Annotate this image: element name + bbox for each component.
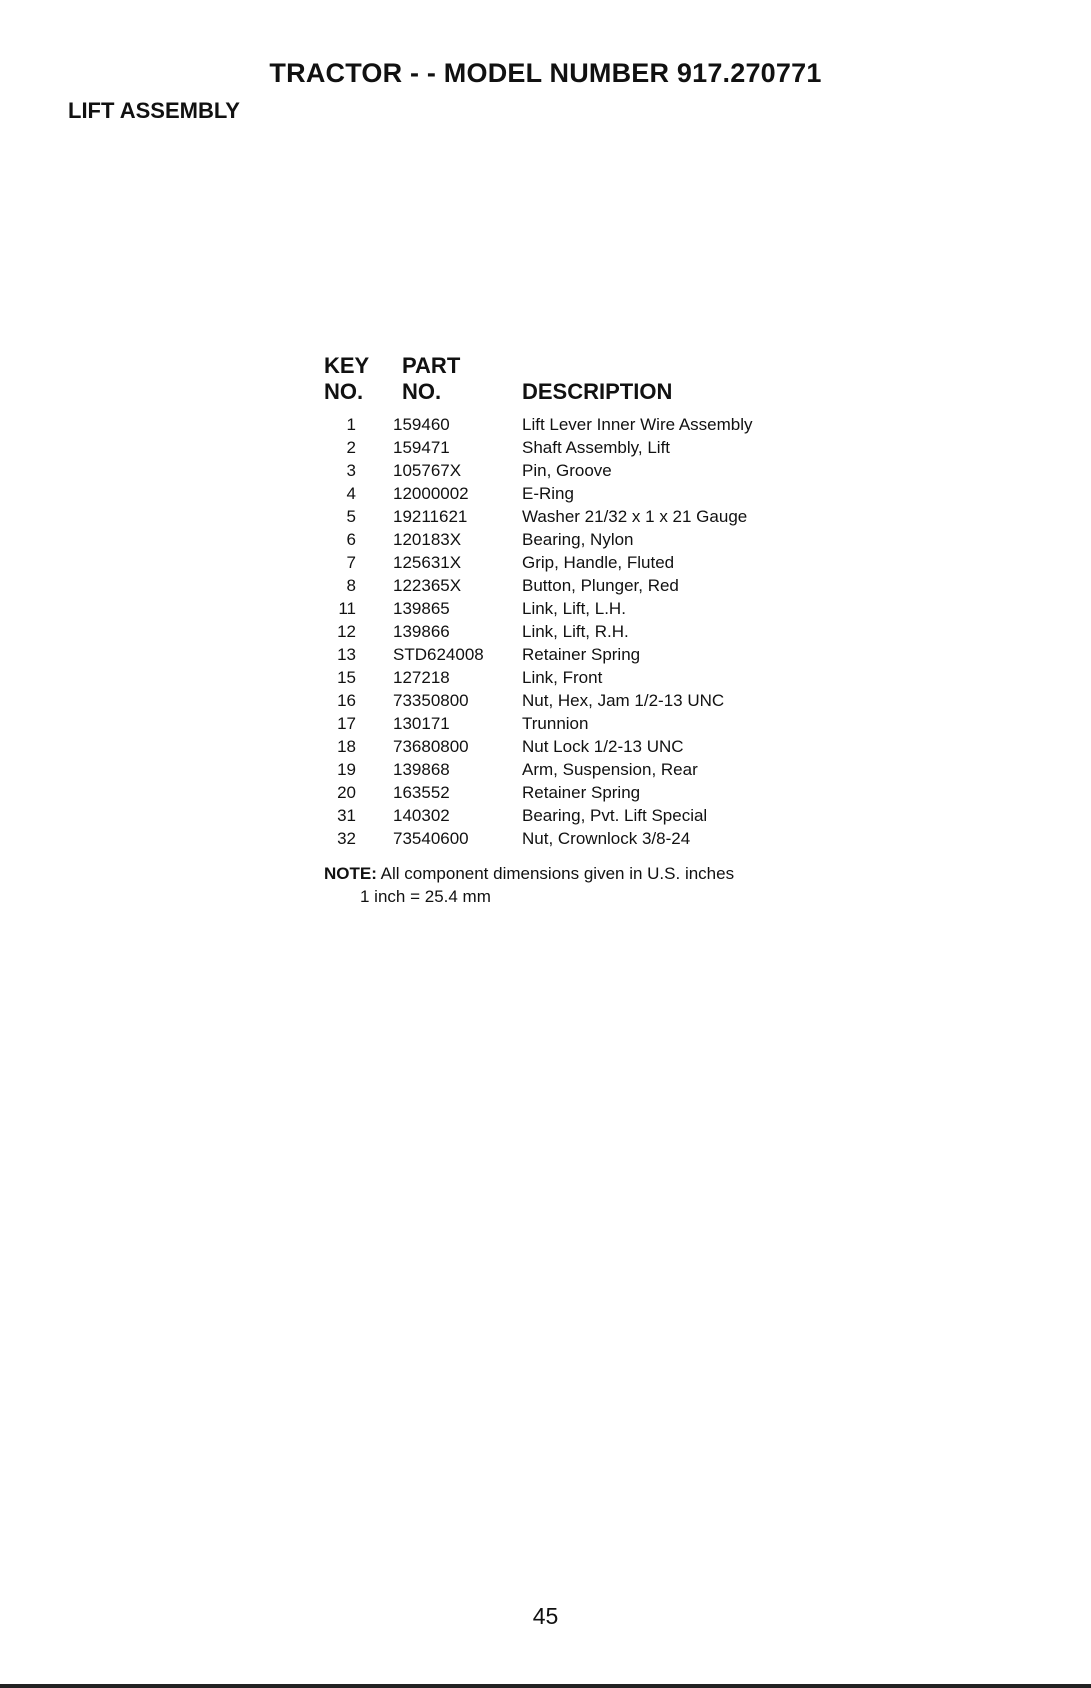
table-row [322,712,802,735]
key-no-cell: 7 [346,553,356,572]
table-row [322,643,802,666]
table-row [322,436,802,459]
parts-list [322,353,802,850]
table-row [322,482,802,505]
description-cell: Trunnion [522,714,589,733]
key-no-cell: 11 [338,599,356,618]
part-no-header-line1: PART [402,353,461,378]
part-no-cell: STD624008 [393,645,484,664]
section-title: LIFT ASSEMBLY [68,98,240,123]
part-no-cell: 130171 [393,714,450,733]
description-cell: Retainer Spring [522,645,641,664]
parts-list-rows [322,413,802,850]
table-row [322,528,802,551]
part-no-cell: 139865 [393,599,450,618]
key-no-cell: 16 [337,691,356,710]
key-no-cell: 2 [346,438,356,457]
part-no-cell: 140302 [393,806,450,825]
part-no-cell: 73540600 [393,829,469,848]
part-no-cell: 163552 [393,783,450,802]
key-no-cell: 4 [346,484,356,503]
description-cell: Link, Lift, R.H. [522,622,629,641]
key-no-header-line2: NO. [324,379,364,404]
part-no-cell: 120183X [393,530,462,549]
table-row [322,551,802,574]
table-row [322,781,802,804]
description-cell: Bearing, Nylon [522,530,634,549]
key-no-cell: 19 [337,760,356,779]
bottom-rule [0,1684,1091,1688]
description-cell: E-Ring [522,484,574,503]
key-no-cell: 5 [346,507,356,526]
part-no-cell: 12000002 [393,484,469,503]
description-cell: Button, Plunger, Red [522,576,679,595]
table-row [322,758,802,781]
part-no-cell: 105767X [393,461,462,480]
key-no-cell: 8 [346,576,356,595]
table-row [322,459,802,482]
description-cell: Arm, Suspension, Rear [522,760,698,779]
parts-list-header [322,353,802,405]
table-row [322,735,802,758]
description-header: DESCRIPTION [522,379,673,404]
table-row [322,804,802,827]
note-text: All component dimensions given in U.S. inches [376,864,735,883]
key-no-cell: 6 [346,530,356,549]
description-cell: Nut, Hex, Jam 1/2-13 UNC [522,691,725,710]
table-row [322,827,802,850]
part-no-cell: 73680800 [393,737,469,756]
part-no-cell: 139866 [393,622,450,641]
part-no-cell: 122365X [393,576,462,595]
description-cell: Lift Lever Inner Wire Assembly [522,415,753,434]
part-no-cell: 73350800 [393,691,469,710]
part-no-cell: 125631X [393,553,462,572]
part-no-cell: 159471 [393,438,450,457]
description-cell: Washer 21/32 x 1 x 21 Gauge [522,507,748,526]
table-row [322,689,802,712]
part-no-cell: 19211621 [393,507,468,526]
description-cell: Grip, Handle, Fluted [522,553,675,572]
note [324,862,734,908]
key-no-cell: 32 [337,829,356,848]
key-no-cell: 13 [337,645,356,664]
table-row [322,666,802,689]
table-row [322,574,802,597]
description-cell: Shaft Assembly, Lift [522,438,671,457]
table-row [322,597,802,620]
table-row [322,505,802,528]
part-no-cell: 127218 [393,668,450,687]
key-no-cell: 12 [337,622,356,641]
key-no-cell: 17 [337,714,356,733]
description-cell: Nut Lock 1/2-13 UNC [522,737,684,756]
key-no-cell: 20 [337,783,356,802]
part-no-header-line2: NO. [402,379,442,404]
description-cell: Bearing, Pvt. Lift Special [522,806,708,825]
key-no-cell: 3 [346,461,356,480]
unit-conversion: 1 inch = 25.4 mm [360,887,491,906]
description-cell: Pin, Groove [522,461,612,480]
page-title: TRACTOR - - MODEL NUMBER 917.270771 [269,58,822,88]
table-row [322,413,802,436]
table-row [322,620,802,643]
key-no-header-line1: KEY [324,353,370,378]
description-cell: Nut, Crownlock 3/8-24 [522,829,691,848]
part-no-cell: 159460 [393,415,450,434]
part-no-cell: 139868 [393,760,450,779]
description-cell: Link, Front [522,668,603,687]
key-no-cell: 18 [337,737,356,756]
note-label: NOTE: [324,864,377,883]
description-cell: Retainer Spring [522,783,641,802]
key-no-cell: 31 [337,806,356,825]
key-no-cell: 15 [337,668,356,687]
key-no-cell: 1 [346,415,356,434]
page-number: 45 [532,1603,559,1629]
description-cell: Link, Lift, L.H. [522,599,626,618]
